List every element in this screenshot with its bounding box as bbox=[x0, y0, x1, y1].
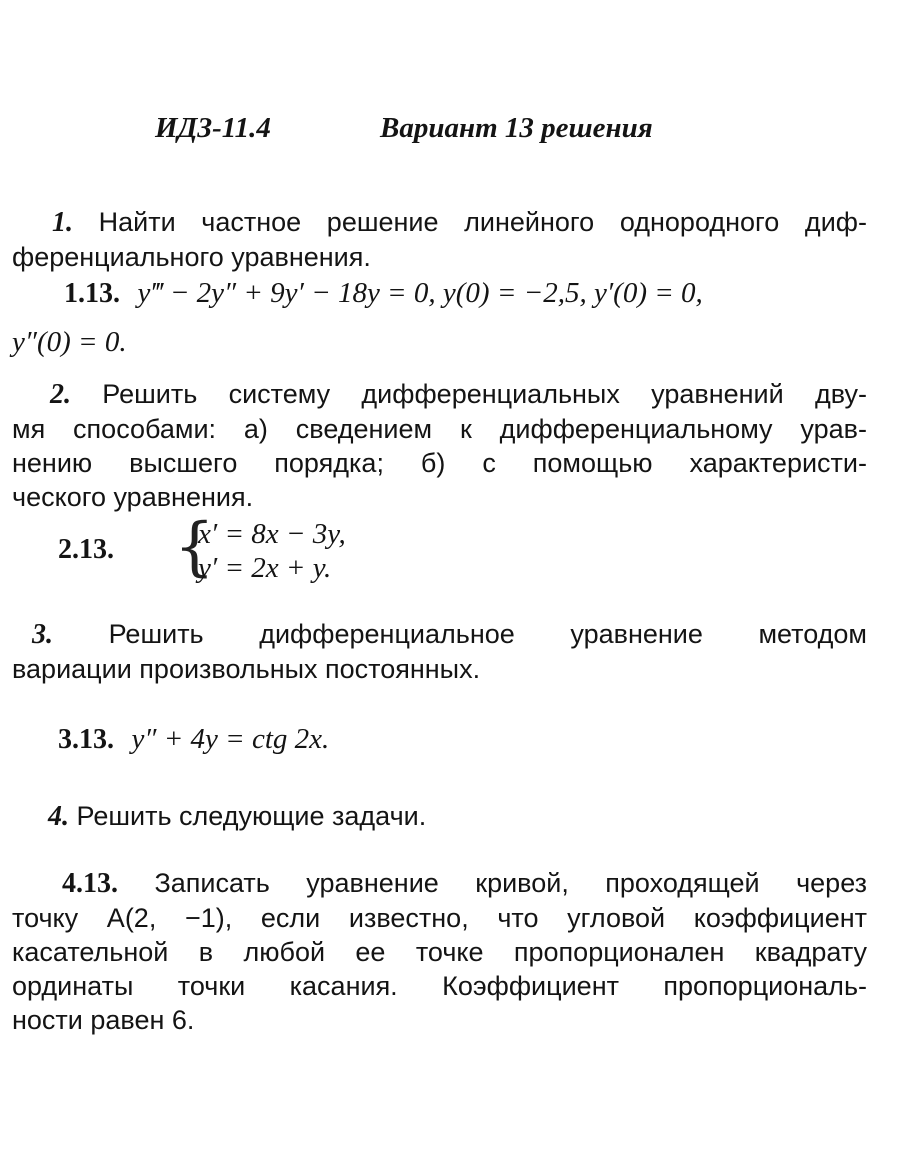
task-3-number: 3. bbox=[32, 619, 53, 650]
task-2-13-system bbox=[48, 510, 448, 586]
task-4-13-line-1 bbox=[12, 866, 867, 901]
task-3-13-number: 3.13. bbox=[58, 724, 114, 755]
task-4-13-line-4: ординаты точки касания. Коэффициент пропорциональ- bbox=[12, 971, 867, 1001]
task-3-13 bbox=[12, 722, 867, 757]
task-1-13-equation-cont: y″(0) = 0. bbox=[12, 326, 127, 358]
task-1-13-number: 1.13. bbox=[64, 278, 120, 309]
variant-title: Вариант 13 решения bbox=[380, 112, 653, 144]
task-3 bbox=[12, 617, 867, 686]
task-4-13 bbox=[12, 866, 867, 1037]
task-1 bbox=[12, 205, 867, 274]
task-2 bbox=[12, 377, 867, 514]
task-2-number: 2. bbox=[50, 379, 71, 410]
system-brace: { bbox=[174, 510, 215, 584]
task-3-text-1: Решить дифференциальное уравнение методом bbox=[108, 619, 867, 649]
task-1-13-line bbox=[12, 276, 867, 311]
task-4-text-1: Решить следующие задачи. bbox=[76, 801, 427, 831]
task-3-line-1 bbox=[12, 617, 867, 652]
task-1-13-equation: y‴ − 2y″ + 9y′ − 18y = 0, y(0) = −2,5, y′(0) = 0, bbox=[137, 277, 703, 309]
task-4-number: 4. bbox=[48, 801, 69, 832]
task-3-13-equation: y″ + 4y = ctg 2x. bbox=[131, 723, 330, 755]
task-3-13-line bbox=[12, 722, 867, 757]
task-2-line-4: ческого уравнения. bbox=[12, 482, 254, 512]
task-4 bbox=[12, 799, 867, 834]
task-4-13-text-1: Записать уравнение кривой, проходящей через bbox=[154, 868, 867, 898]
system-equation-1: x′ = 8x − 3y, bbox=[198, 518, 346, 550]
task-3-line-2: вариации произвольных постоянных. bbox=[12, 654, 481, 684]
page-header bbox=[0, 112, 910, 152]
task-1-13 bbox=[12, 276, 867, 359]
task-4-13-number: 4.13. bbox=[62, 868, 118, 899]
task-2-13-number: 2.13. bbox=[58, 534, 114, 565]
task-2-line-1 bbox=[12, 377, 867, 412]
task-4-13-line-3: касательной в любой ее точке пропорционален квадрату bbox=[12, 937, 867, 967]
task-2-line-2: мя способами: а) сведением к дифференциальному урав- bbox=[12, 414, 867, 444]
task-4-13-line-5: ности равен 6. bbox=[12, 1005, 195, 1035]
task-1-line-1 bbox=[12, 205, 867, 240]
system-equation-2: y′ = 2x + y. bbox=[198, 552, 332, 584]
task-4-13-line-2: точку A(2, −1), если известно, что угловой коэффициент bbox=[12, 903, 867, 933]
task-2-line-3: нению высшего порядка; б) с помощью характеристи- bbox=[12, 448, 867, 478]
task-1-13-line-2 bbox=[12, 325, 867, 359]
assignment-code: ИДЗ-11.4 bbox=[155, 112, 271, 144]
task-2-text-1: Решить систему дифференциальных уравнений дву- bbox=[102, 379, 867, 409]
task-1-line-2: ференциального уравнения. bbox=[12, 242, 371, 272]
task-4-line-1 bbox=[12, 799, 867, 834]
task-1-number: 1. bbox=[52, 207, 73, 238]
task-1-text-1: Найти частное решение линейного однородного диф- bbox=[98, 207, 867, 237]
